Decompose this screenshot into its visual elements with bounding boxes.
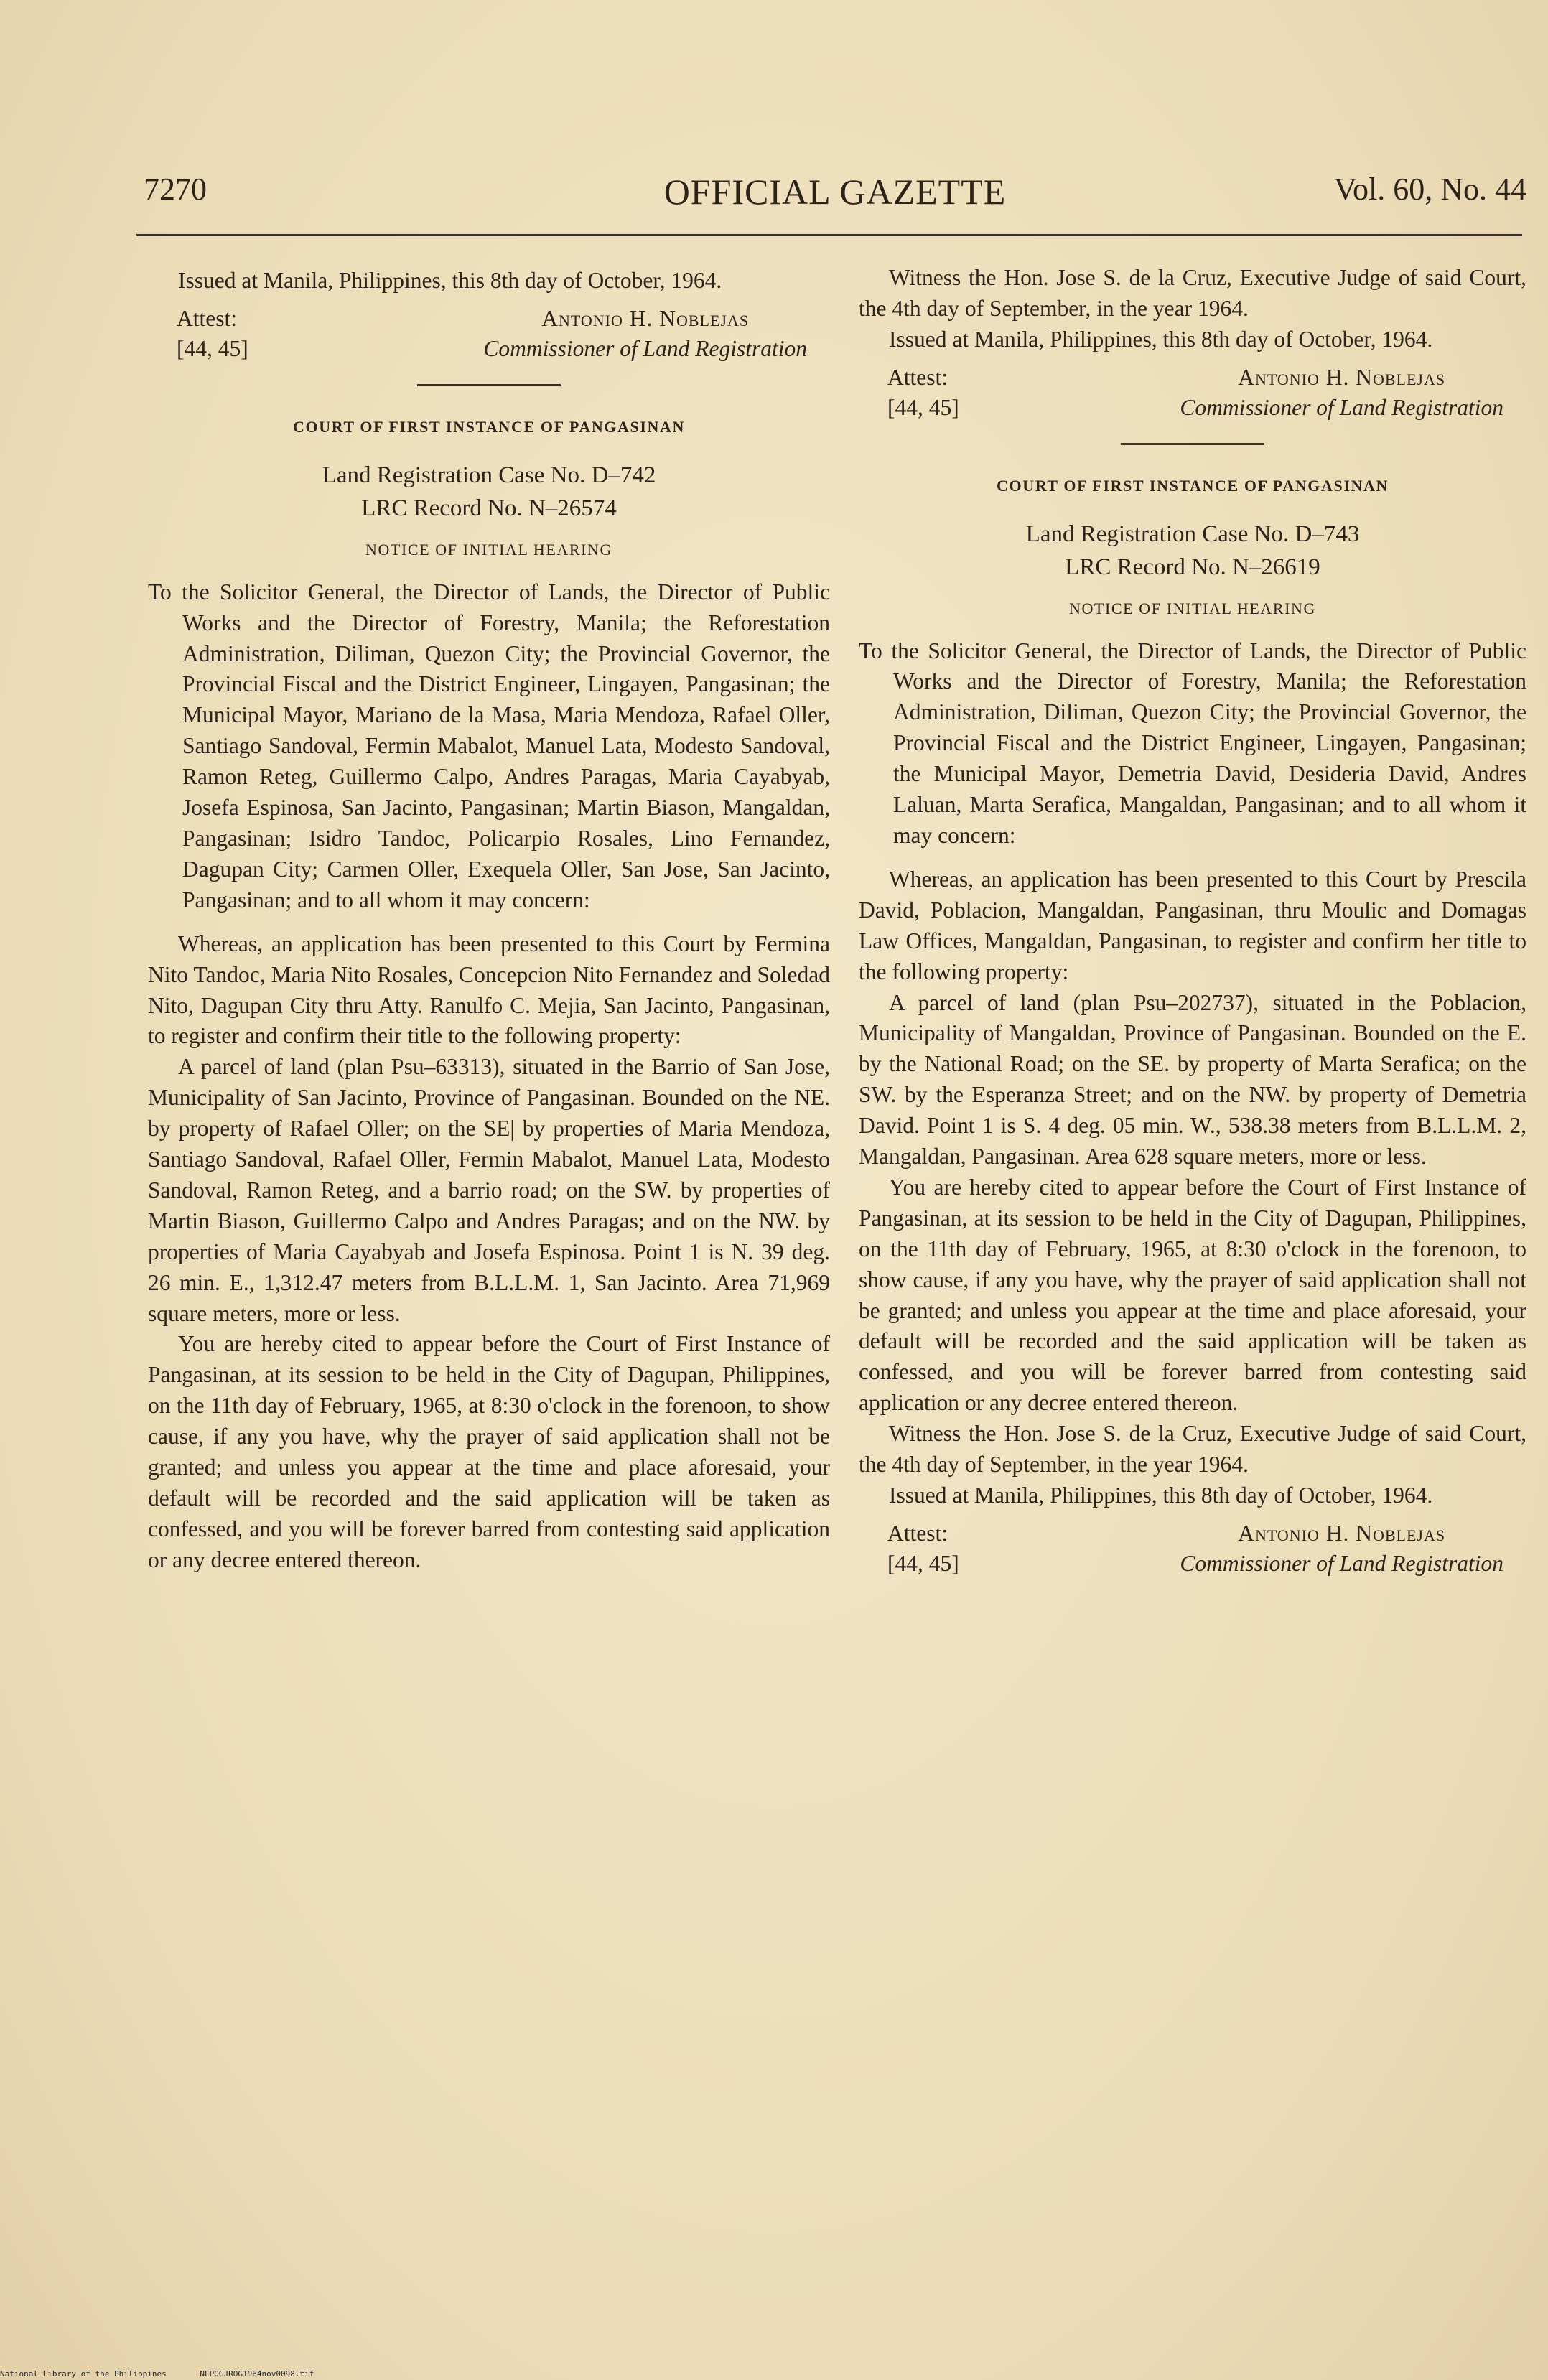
court-heading: COURT OF FIRST INSTANCE OF PANGASINAN bbox=[293, 417, 685, 436]
witness-paragraph-top: Witness the Hon. Jose S. de la Cruz, Executive Judge of said Court, the 4th day of September, in the year 1964. bbox=[859, 265, 1526, 321]
attestation-bottom bbox=[859, 1518, 1526, 1580]
whereas-paragraph: Whereas, an application has been presented to this Court by Prescila David, Poblacion, Mangaldan, Pangasinan, thru Moulic and Domagas Law Offices, Mangaldan, Pangasinan, to register and confirm her title to the following property: bbox=[859, 866, 1526, 984]
left-column bbox=[148, 266, 830, 1576]
file-name: NLPOGJROG1964nov0098.tif bbox=[200, 2369, 314, 2379]
issue-reference: [44, 45] bbox=[887, 1550, 959, 1576]
whereas-paragraph: Whereas, an application has been presented to this Court by Fermina Nito Tandoc, Maria Nito Rosales, Concepcion Nito Fernandez and Soledad Nito, Dagupan City thru Atty. Ranulfo C. Mejia, San Jacinto, Pangasinan, to register and confirm their title to the following property: bbox=[148, 930, 830, 1049]
case-number: Land Registration Case No. D–742 bbox=[322, 462, 656, 488]
case-number: Land Registration Case No. D–743 bbox=[1025, 521, 1360, 547]
issued-paragraph: Issued at Manila, Philippines, this 8th day of October, 1964. bbox=[889, 1483, 1433, 1508]
attestation bbox=[148, 304, 830, 365]
signature-block bbox=[483, 304, 807, 364]
record-number: LRC Record No. N–26574 bbox=[361, 495, 617, 521]
signer-title: Commissioner of Land Registration bbox=[483, 335, 807, 361]
record-number: LRC Record No. N–26619 bbox=[1065, 554, 1320, 580]
cited-paragraph: You are hereby cited to appear before the Court of First Instance of Pangasinan, at its session to be held in the City of Dagupan, Philippines, on the 11th day of February, 1965, at 8:30 o'clock in the forenoon, to show cause, if any you have, why the prayer of said application shall not be granted; and unless you appear at the time and place aforesaid, your default will be recorded and the said application will be taken as confessed, and you will be forever barred from contesting said application or any decree entered thereon. bbox=[859, 1174, 1526, 1416]
header-rule bbox=[136, 234, 1522, 236]
attest-label: Attest: bbox=[887, 1520, 948, 1546]
signature-block bbox=[1180, 1518, 1503, 1579]
scan-footer bbox=[0, 2369, 342, 2379]
issued-paragraph-top: Issued at Manila, Philippines, this 8th day of October, 1964. bbox=[889, 326, 1433, 352]
publication-title: OFFICIAL GAZETTE bbox=[663, 172, 1007, 212]
page-header bbox=[144, 171, 1526, 223]
right-column bbox=[859, 263, 1526, 1580]
signer-name: Antonio H. Noblejas bbox=[1238, 1520, 1446, 1546]
notice-heading: NOTICE OF INITIAL HEARING bbox=[365, 540, 613, 559]
cited-paragraph: You are hereby cited to appear before the Court of First Instance of Pangasinan, at its session to be held in the City of Dagupan, Philippines, on the 11th day of February, 1965, at 8:30 o'clock in the forenoon, to show cause, if any you have, why the prayer of said application shall not be granted; and unless you appear at the time and place aforesaid, your default will be recorded and the said application will be taken as confessed, and you will be forever barred from contesting said application or any decree entered thereon. bbox=[148, 1331, 830, 1572]
addressees-paragraph: To the Solicitor General, the Director of Lands, the Director of Public Works and the Director of Forestry, Manila; the Reforestation Administration, Diliman, Quezon City; the Provincial Governor, the Provincial Fiscal and the District Engineer, Lingayen, Pangasinan; the Municipal Mayor, Demetria David, Desideria David, Andres Laluan, Marta Serafica, Mangaldan, Pangasinan; and to all whom it may concern: bbox=[859, 638, 1526, 848]
addressees-paragraph: To the Solicitor General, the Director of Lands, the Director of Public Works and the Director of Forestry, Manila; the Reforestation Administration, Diliman, Quezon City; the Provincial Governor, the Provincial Fiscal and the District Engineer, Lingayen, Pangasinan; the Municipal Mayor, Mariano de la Masa, Maria Mendoza, Rafael Oller, Santiago Sandoval, Fermin Mabalot, Manuel Lata, Modesto Sandoval, Ramon Reteg, Guillermo Calpo, Andres Paragas, Maria Cayabyab, Josefa Espinosa, San Jacinto, Pangasinan; Martin Biason, Mangaldan, Pangasinan; Isidro Tandoc, Policarpio Rosales, Lino Fernandez, Dagupan City; Carmen Oller, Exequela Oller, San Jose, San Jacinto, Pangasinan; and to all whom it may concern: bbox=[148, 579, 830, 913]
signature-block bbox=[1180, 363, 1503, 423]
issue-reference: [44, 45] bbox=[177, 335, 248, 361]
page-number: 7270 bbox=[144, 172, 207, 207]
parcel-paragraph: A parcel of land (plan Psu–202737), situated in the Poblacion, Municipality of Mangaldan, Province of Pangasinan. Bounded on the E. by the National Road; on the SE. by property of Marta Serafica; on the SW. by the Esperanza Street; and on the NW. by property of Demetria David. Point 1 is S. 4 deg. 05 min. W., 538.38 meters from B.L.L.M. 2, Mangaldan, Pangasinan. Area 628 square meters, more or less. bbox=[859, 989, 1526, 1170]
signer-name: Antonio H. Noblejas bbox=[541, 305, 750, 331]
volume-number: Vol. 60, No. 44 bbox=[1333, 172, 1526, 207]
section-divider bbox=[417, 384, 561, 386]
issued-paragraph: Issued at Manila, Philippines, this 8th day of October, 1964. bbox=[178, 268, 722, 293]
attestation-top bbox=[859, 363, 1526, 424]
issue-reference: [44, 45] bbox=[887, 394, 959, 420]
witness-paragraph: Witness the Hon. Jose S. de la Cruz, Executive Judge of said Court, the 4th day of September, in the year 1964. bbox=[859, 1421, 1526, 1478]
signer-title: Commissioner of Land Registration bbox=[1180, 1550, 1503, 1576]
signer-title: Commissioner of Land Registration bbox=[1180, 394, 1503, 420]
court-heading: COURT OF FIRST INSTANCE OF PANGASINAN bbox=[997, 476, 1389, 495]
attest-label: Attest: bbox=[887, 364, 948, 390]
signer-name: Antonio H. Noblejas bbox=[1238, 364, 1446, 390]
library-credit: National Library of the Philippines bbox=[0, 2369, 167, 2379]
parcel-paragraph: A parcel of land (plan Psu–63313), situated in the Barrio of San Jose, Municipality of San Jacinto, Province of Pangasinan. Bounded on the NE. by property of Rafael Oller; on the SE| by properties of Maria Mendoza, Santiago Sandoval, Rafael Oller, Fermin Mabalot, Manuel Lata, Modesto Sandoval, Ramon Reteg, and a barrio road; on the SW. by properties of Martin Biason, Guillermo Calpo and Andres Paragas; and on the NW. by properties of Maria Cayabyab and Josefa Espinosa. Point 1 is N. 39 deg. 26 min. E., 1,312.47 meters from B.L.L.M. 1, San Jacinto. Area 71,969 square meters, more or less. bbox=[148, 1054, 830, 1326]
attest-label: Attest: bbox=[177, 305, 237, 331]
section-divider bbox=[1121, 443, 1264, 445]
notice-heading: NOTICE OF INITIAL HEARING bbox=[1068, 599, 1317, 617]
